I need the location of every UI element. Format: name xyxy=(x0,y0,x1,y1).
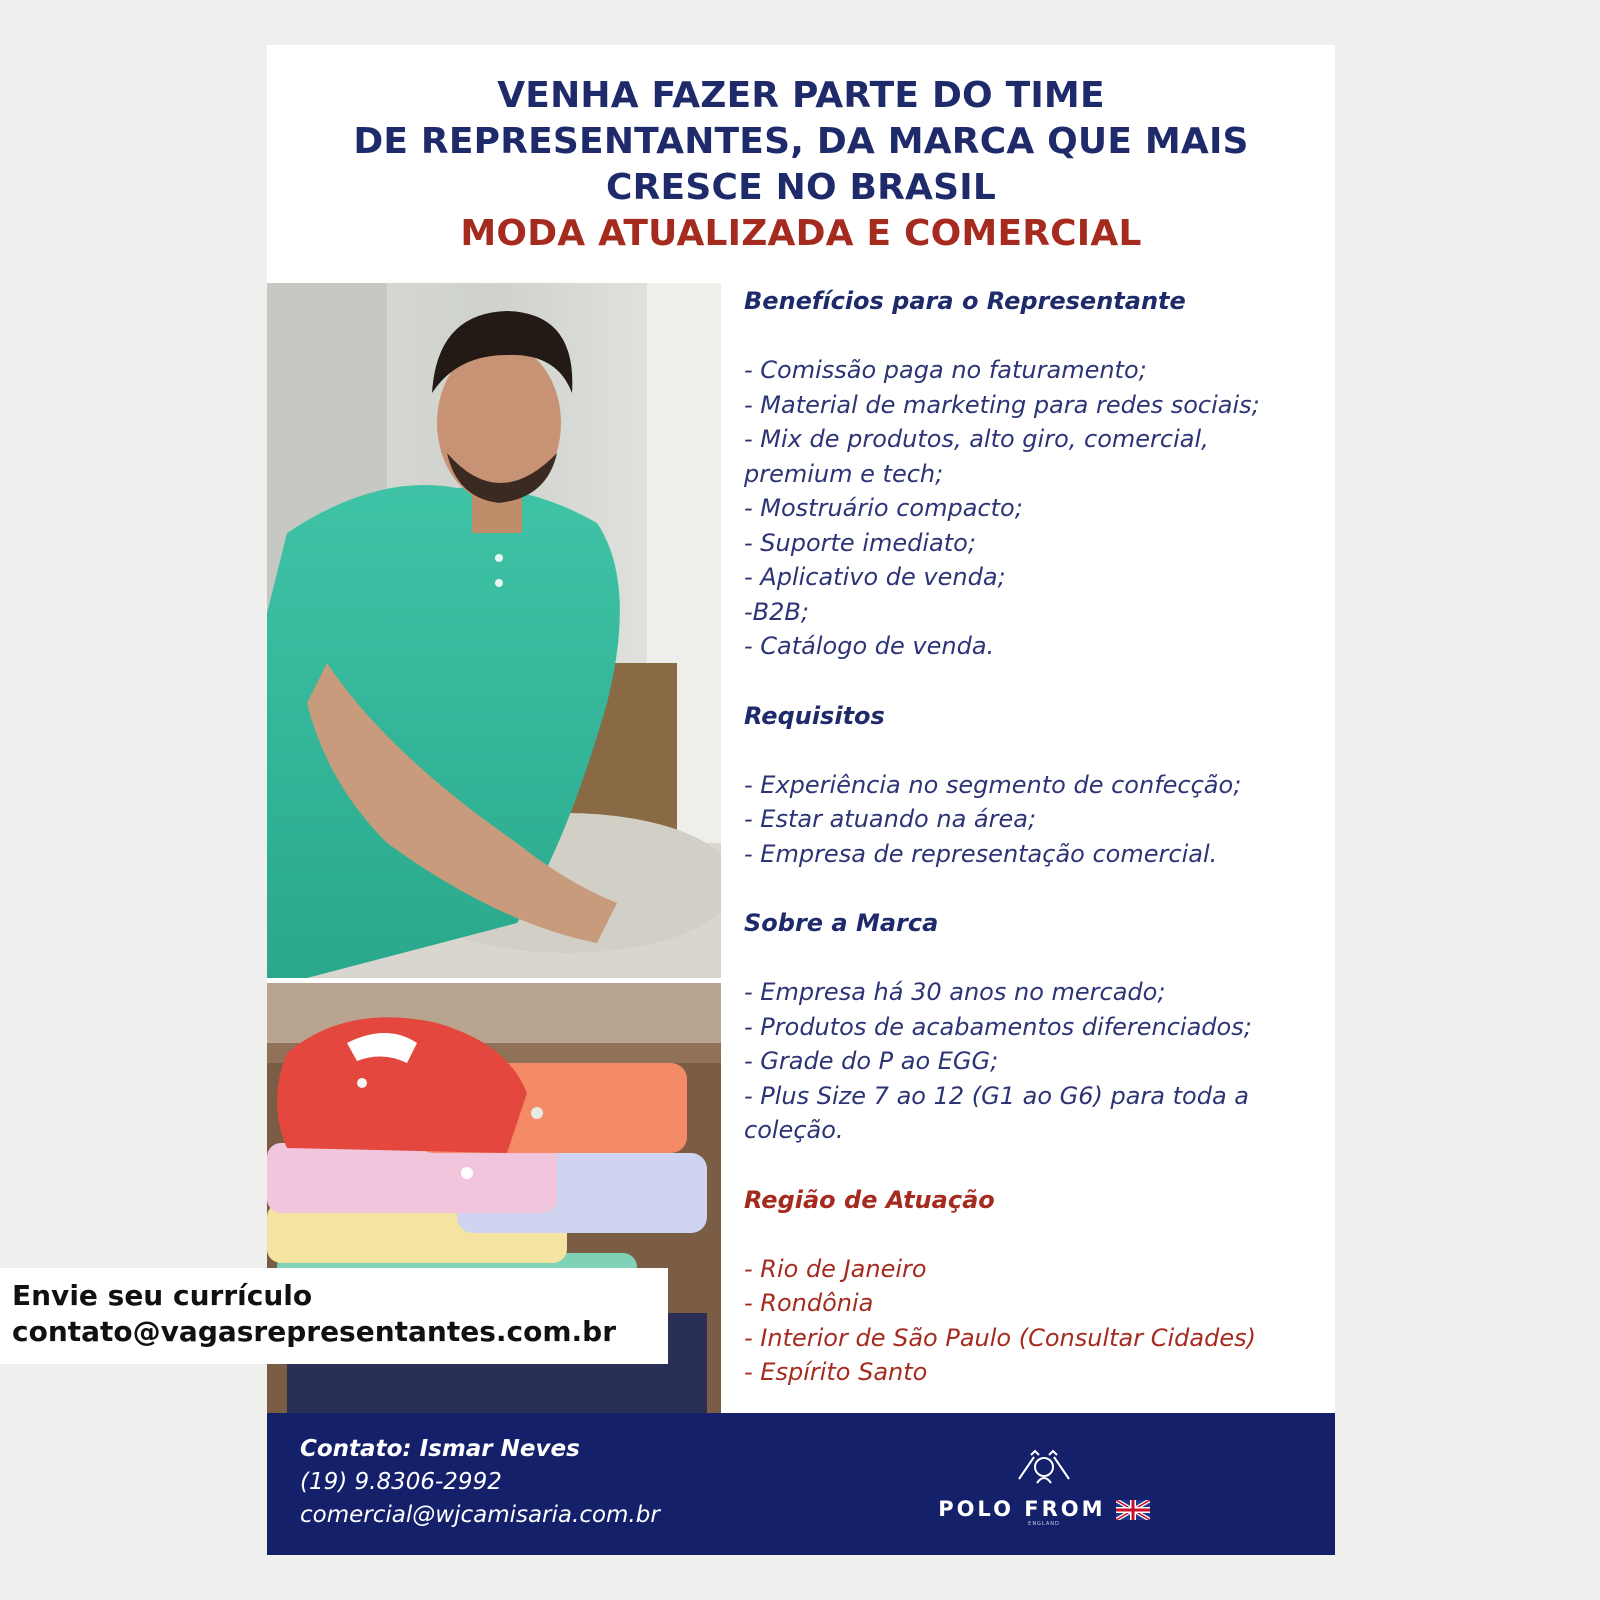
benefit-item: - Material de marketing para redes sociais; xyxy=(744,390,1260,419)
headline-line-3: CRESCE NO BRASIL xyxy=(606,167,996,208)
headline-tagline: MODA ATUALIZADA E COMERCIAL xyxy=(460,213,1142,254)
cta-text xyxy=(12,1278,616,1350)
contact-name: Contato: Ismar Neves xyxy=(300,1436,580,1462)
benefit-item: premium e tech; xyxy=(744,459,944,488)
benefits-list xyxy=(744,353,1319,664)
brand-name xyxy=(931,1497,1157,1521)
about-item: - Grade do P ao EGG; xyxy=(744,1047,999,1075)
brand-subtitle: ENGLAND xyxy=(1028,1521,1060,1527)
cta-heading: Envie seu currículo xyxy=(12,1279,313,1312)
contact-email[interactable]: comercial@wjcamisaria.com.br xyxy=(300,1502,660,1528)
headline xyxy=(267,73,1335,257)
benefit-item: - Catálogo de venda. xyxy=(744,632,995,660)
about-brand-list xyxy=(744,975,1319,1148)
about-brand-title: Sobre a Marca xyxy=(744,909,939,937)
headline-line-2: DE REPRESENTANTES, DA MARCA QUE MAIS xyxy=(353,121,1249,162)
benefit-item: -B2B; xyxy=(744,597,809,626)
benefit-item: - Aplicativo de venda; xyxy=(744,563,1006,591)
benefit-item: - Suporte imediato; xyxy=(744,528,976,557)
about-item: - Produtos de acabamentos diferenciados; xyxy=(744,1012,1252,1041)
region-item: - Interior de São Paulo (Consultar Cidades) xyxy=(744,1323,1256,1352)
region-list xyxy=(744,1252,1319,1390)
brand-text: POLO FROM xyxy=(938,1497,1106,1521)
requirements-title: Requisitos xyxy=(744,701,885,730)
contact-block xyxy=(300,1433,660,1532)
brand-logo xyxy=(931,1449,1157,1529)
model-photo-illustration xyxy=(267,283,721,978)
model-photo xyxy=(267,283,721,978)
cta-overlay xyxy=(0,1268,668,1364)
lion-crest-icon xyxy=(1009,1449,1079,1489)
region-item: - Rondônia xyxy=(744,1289,874,1317)
requirements-list xyxy=(744,768,1319,872)
region-title: Região de Atuação xyxy=(744,1185,995,1214)
benefit-item: - Mix de produtos, alto giro, comercial, xyxy=(744,425,1209,453)
contact-footer xyxy=(267,1413,1335,1555)
benefits-title: Benefícios para o Representante xyxy=(744,287,1186,315)
content-column xyxy=(744,283,1319,1424)
uk-flag-icon xyxy=(1116,1500,1150,1520)
contact-phone[interactable]: (19) 9.8306-2992 xyxy=(300,1469,502,1495)
about-item: coleção. xyxy=(744,1116,844,1144)
headline-line-1: VENHA FAZER PARTE DO TIME xyxy=(497,75,1105,116)
benefit-item: - Mostruário compacto; xyxy=(744,494,1023,522)
requirement-item: - Experiência no segmento de confecção; xyxy=(744,770,1242,799)
requirement-item: - Empresa de representação comercial. xyxy=(744,839,1218,868)
region-item: - Rio de Janeiro xyxy=(744,1254,927,1283)
requirement-item: - Estar atuando na área; xyxy=(744,805,1037,833)
cta-email[interactable]: contato@vagasrepresentantes.com.br xyxy=(12,1315,617,1348)
benefit-item: - Comissão paga no faturamento; xyxy=(744,356,1147,384)
about-item: - Empresa há 30 anos no mercado; xyxy=(744,978,1166,1006)
region-item: - Espírito Santo xyxy=(744,1358,928,1386)
about-item: - Plus Size 7 ao 12 (G1 ao G6) para toda a xyxy=(744,1081,1250,1110)
